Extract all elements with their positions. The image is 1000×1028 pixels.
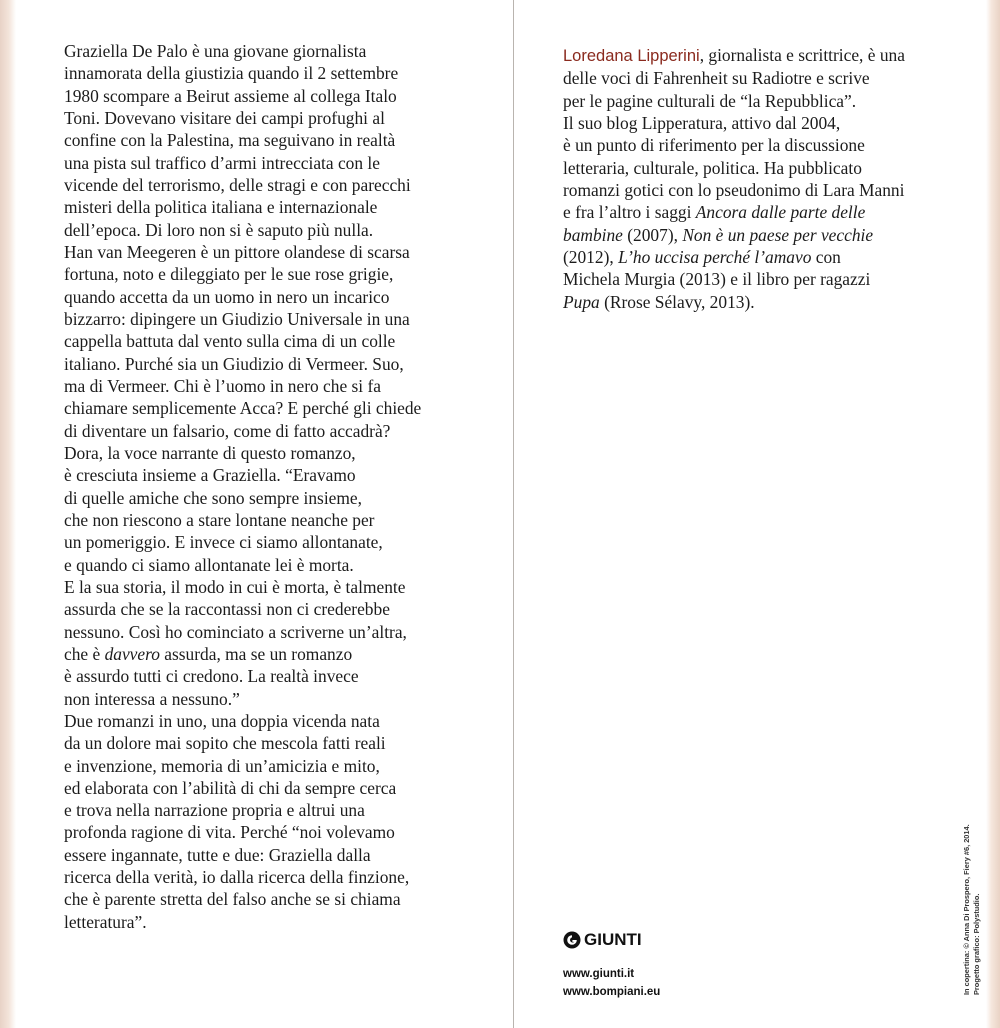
text-line — [64, 308, 464, 330]
text-segment: Graziella De Palo è una giovane giornalista — [64, 41, 367, 61]
text-line — [64, 241, 464, 263]
text-line — [64, 263, 464, 285]
credit-cover-photo: In copertina: © Anna Di Prospero, Fiery #6, 2014. — [962, 824, 971, 995]
text-line — [64, 152, 464, 174]
text-line — [64, 464, 464, 486]
text-line — [64, 353, 464, 375]
text-segment: Han van Meegeren è un pittore olandese di scarsa — [64, 241, 410, 262]
text-segment: confine con la Palestina, ma seguivano in realtà — [64, 130, 396, 151]
publisher-logo — [563, 930, 642, 950]
text-line — [64, 129, 464, 151]
text-segment: e invenzione, memoria di un’amicizia e mito, — [64, 755, 380, 776]
text-line — [64, 397, 464, 419]
author-name: Loredana Lipperini — [563, 47, 700, 65]
url-giunti[interactable]: www.giunti.it — [563, 968, 635, 980]
text-segment: è cresciuta insieme a Graziella. “Eravamo — [64, 465, 356, 486]
text-segment: fortuna, noto e dileggiato per le sue rose grigie, — [64, 264, 394, 285]
text-segment: che non riescono a stare lontane neanche per — [64, 509, 375, 530]
text-segment: E la sua storia, il modo in cui è morta, è talmente — [64, 576, 406, 597]
text-segment: misteri della politica italiana e internazionale — [64, 197, 378, 218]
text-segment: 1980 scompare a Beirut assieme al collega Italo — [64, 85, 397, 106]
text-line — [64, 85, 464, 107]
text-segment: e quando ci siamo allontanate lei è morta. — [64, 554, 354, 575]
text-segment: romanzi gotici con lo pseudonimo di Lara Manni — [563, 179, 905, 200]
italic-text: Pupa — [563, 291, 600, 312]
text-line — [64, 554, 464, 576]
text-segment: che è — [64, 643, 105, 664]
text-line — [64, 621, 464, 643]
text-segment: vicende del terrorismo, delle stragi e con parecchi — [64, 174, 411, 195]
text-segment: da un dolore mai sopito che mescola fatti reali — [64, 733, 386, 754]
text-segment: essere ingannate, tutte e due: Graziella dalla — [64, 844, 371, 865]
book-synopsis — [64, 40, 464, 933]
text-segment: è assurdo tutti ci credono. La realtà invece — [64, 666, 359, 687]
text-segment: una pista sul traffico d’armi intrecciata con le — [64, 152, 380, 173]
text-segment: Toni. Dovevano visitare dei campi profughi al — [64, 107, 385, 128]
page-fold-line — [513, 0, 514, 1028]
text-line — [64, 442, 464, 464]
text-segment: ma di Vermeer. Chi è l’uomo in nero che si fa — [64, 375, 381, 396]
text-segment: Michela Murgia (2013) e il libro per ragazzi — [563, 269, 871, 290]
text-segment: non interessa a nessuno.” — [64, 688, 240, 709]
text-segment: e trova nella narrazione propria e altrui una — [64, 800, 365, 821]
text-line — [64, 330, 464, 352]
text-segment: per le pagine culturali de “la Repubblica”. — [563, 90, 857, 111]
italic-text: L’ho uccisa perché l’amavo — [618, 246, 812, 267]
text-segment: profonda ragione di vita. Perché “noi volevamo — [64, 822, 395, 843]
text-segment: che è parente stretta del falso anche se si chiama — [64, 889, 401, 910]
text-line — [64, 420, 464, 442]
text-line — [64, 598, 464, 620]
text-line — [64, 174, 464, 196]
text-line — [64, 643, 464, 665]
text-segment: Due romanzi in uno, una doppia vicenda nata — [64, 710, 380, 731]
text-line — [563, 157, 963, 179]
publisher-urls — [563, 965, 660, 1001]
italic-text: bambine — [563, 224, 623, 245]
text-line — [64, 755, 464, 777]
text-segment: Dora, la voce narrante di questo romanzo, — [64, 442, 356, 463]
text-line — [563, 44, 963, 67]
text-segment: , giornalista e scrittrice, è una — [699, 45, 905, 65]
text-segment: assurda che se la raccontassi non ci crederebbe — [64, 599, 390, 620]
text-segment: ed elaborata con l’abilità di chi da sempre cerca — [64, 777, 397, 798]
text-segment: bizzarro: dipingere un Giudizio Universale in una — [64, 308, 410, 329]
text-line — [64, 911, 464, 933]
text-line — [64, 107, 464, 129]
text-line — [563, 67, 963, 89]
text-line — [64, 777, 464, 799]
text-segment: dell’epoca. Di loro non si è saputo più nulla. — [64, 219, 374, 240]
cover-credits — [962, 824, 982, 995]
text-line — [64, 40, 464, 62]
text-line — [64, 732, 464, 754]
text-line — [64, 576, 464, 598]
publisher-name: GIUNTI — [584, 930, 642, 949]
text-line — [64, 799, 464, 821]
text-segment: Il suo blog Lipperatura, attivo dal 2004, — [563, 112, 841, 133]
cover-photo-edge-right — [986, 0, 1000, 1028]
url-bompiani[interactable]: www.bompiani.eu — [563, 986, 661, 998]
text-line — [64, 196, 464, 218]
giunti-g-icon — [563, 931, 581, 949]
italic-text: davvero — [104, 643, 160, 664]
text-segment: nessuno. Così ho cominciato a scriverne un’altra, — [64, 621, 407, 642]
text-segment: letteraria, culturale, politica. Ha pubblicato — [563, 157, 862, 178]
text-segment: delle voci di Fahrenheit su Radiotre e scrive — [563, 68, 870, 89]
text-line — [64, 487, 464, 509]
text-line — [64, 688, 464, 710]
text-line — [64, 286, 464, 308]
text-line — [64, 62, 464, 84]
text-line — [563, 112, 963, 134]
text-line — [64, 509, 464, 531]
text-line — [64, 821, 464, 843]
text-segment: chiamare semplicemente Acca? E perché gli chiede — [64, 398, 422, 419]
text-segment: di quelle amiche che sono sempre insieme, — [64, 487, 362, 508]
italic-text: Ancora dalle parte delle — [695, 202, 866, 223]
text-segment: con — [811, 246, 841, 267]
text-line — [563, 268, 963, 290]
text-segment: ricerca della verità, io dalla ricerca della finzione, — [64, 867, 410, 888]
text-segment: è un punto di riferimento per la discussione — [563, 135, 865, 156]
text-line — [64, 866, 464, 888]
text-line — [563, 201, 963, 223]
text-line — [563, 134, 963, 156]
text-segment: letteratura”. — [64, 911, 147, 932]
text-line — [64, 710, 464, 732]
text-segment: cappella battuta dal vento sulla cima di un colle — [64, 331, 396, 352]
text-segment: un pomeriggio. E invece ci siamo allontanate, — [64, 532, 383, 553]
text-line — [563, 246, 963, 268]
text-line — [563, 224, 963, 246]
text-line — [64, 665, 464, 687]
text-line — [64, 888, 464, 910]
text-line — [563, 291, 963, 313]
text-segment: assurda, ma se un romanzo — [159, 643, 353, 664]
italic-text: Non è un paese per vecchie — [682, 224, 874, 245]
credit-graphic-design: Progetto grafico: Polystudio. — [972, 893, 981, 995]
text-segment: (Rrose Sélavy, 2013). — [599, 291, 755, 312]
text-line — [64, 375, 464, 397]
text-segment: innamorata della giustizia quando il 2 settembre — [64, 63, 399, 84]
author-bio — [563, 44, 963, 313]
text-line — [64, 531, 464, 553]
text-segment: e fra l’altro i saggi — [563, 202, 696, 223]
text-segment: di diventare un falsario, come di fatto accadrà? — [64, 420, 391, 441]
text-segment: quando accetta da un uomo in nero un incarico — [64, 286, 390, 307]
text-segment: (2007), — [622, 224, 683, 245]
text-line — [563, 90, 963, 112]
text-segment: (2012), — [563, 246, 619, 267]
cover-photo-edge-left — [0, 0, 16, 1028]
text-line — [64, 219, 464, 241]
text-line — [563, 179, 963, 201]
text-line — [64, 844, 464, 866]
text-segment: italiano. Purché sia un Giudizio di Vermeer. Suo, — [64, 353, 404, 374]
